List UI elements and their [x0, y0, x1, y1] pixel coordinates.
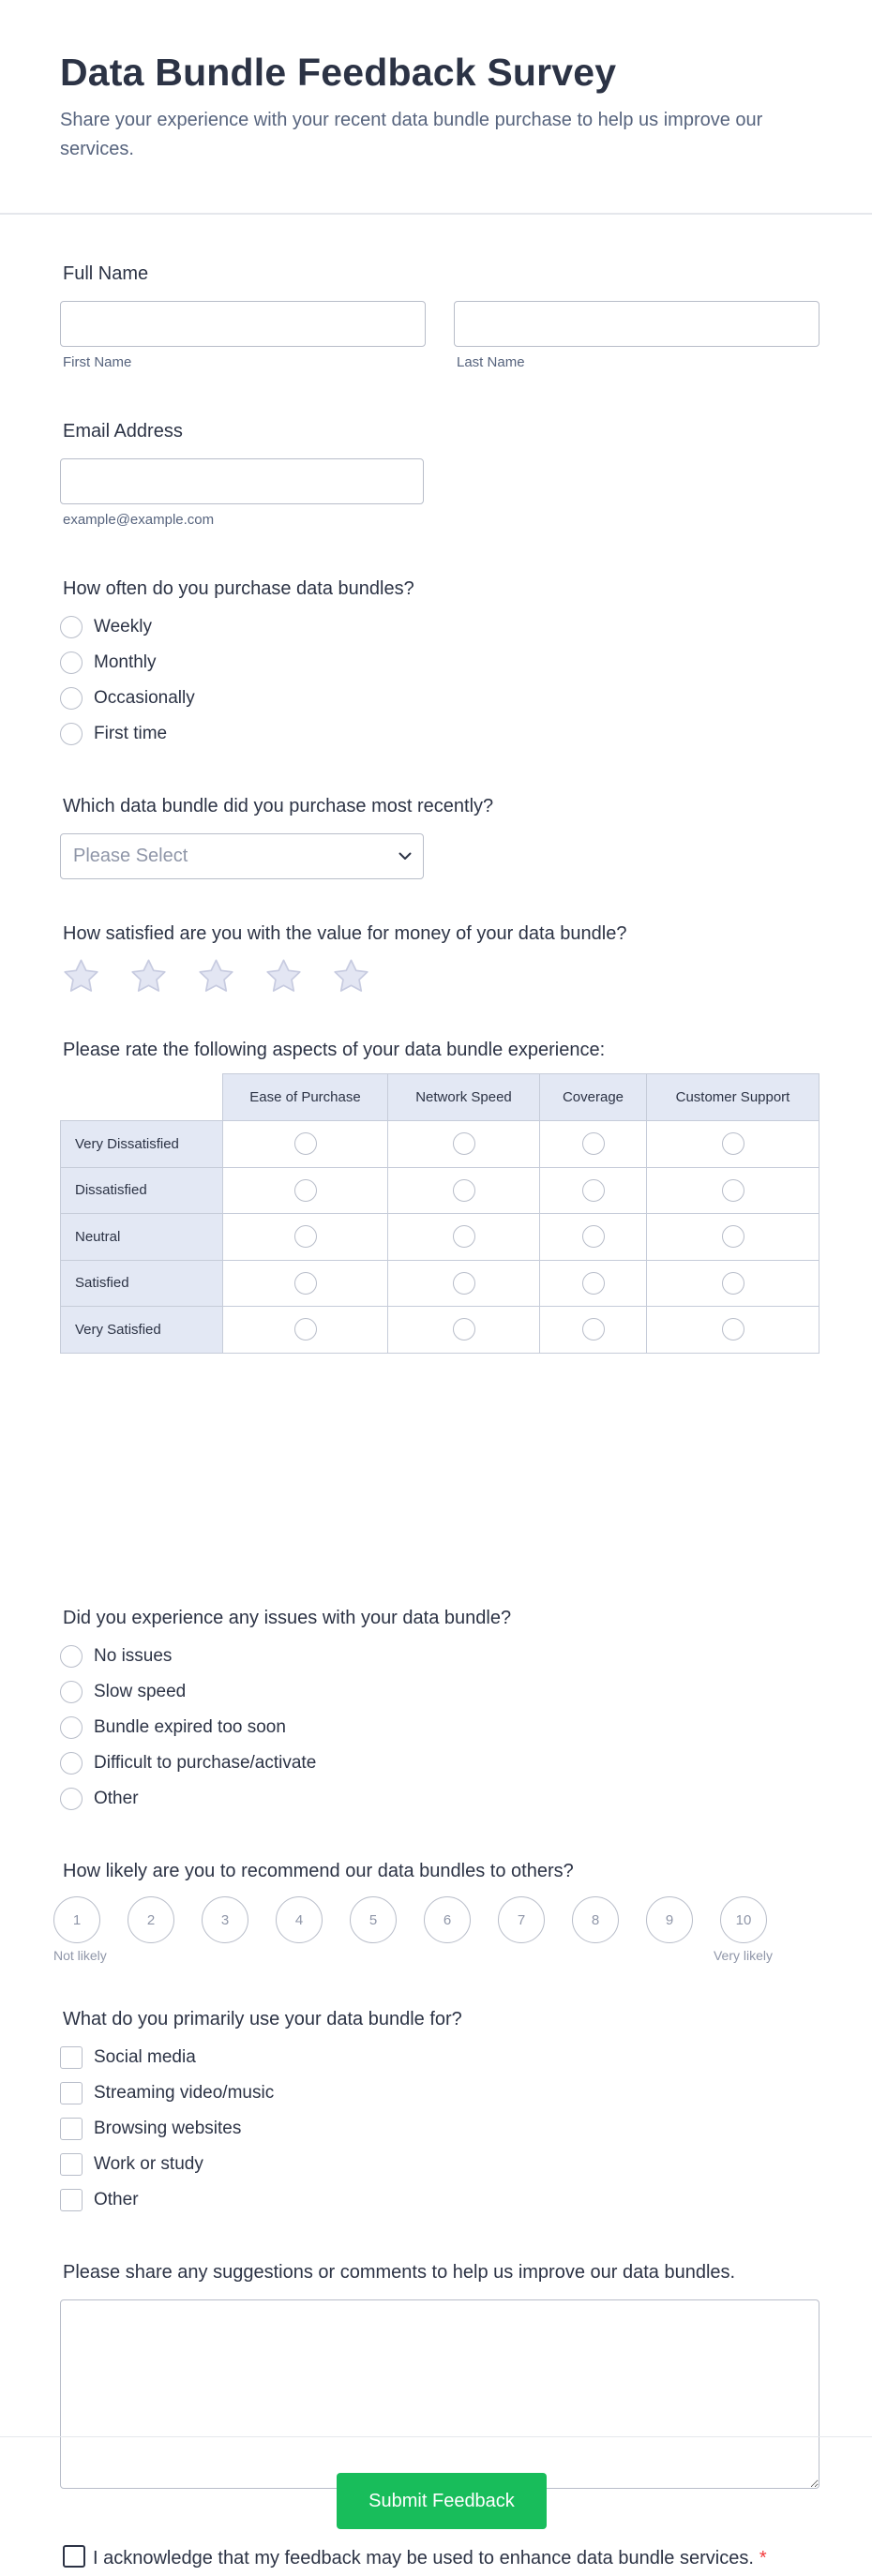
radio-button[interactable] [60, 616, 83, 638]
matrix-row [61, 1121, 819, 1168]
matrix-row-label: Neutral [61, 1214, 223, 1261]
frequency-label: How often do you purchase data bundles? [63, 578, 414, 599]
nps-scale-labels [53, 1948, 773, 1963]
matrix-radio[interactable] [582, 1225, 605, 1248]
last-name-input[interactable] [454, 301, 819, 347]
nps-option[interactable]: 2 [128, 1896, 174, 1943]
matrix-radio[interactable] [582, 1179, 605, 1202]
matrix-radio[interactable] [294, 1179, 317, 1202]
issues-option[interactable] [60, 1745, 819, 1781]
matrix-row-label: Very Dissatisfied [61, 1121, 223, 1168]
option-label: Monthly [94, 652, 157, 672]
matrix-radio[interactable] [453, 1318, 475, 1340]
email-label: Email Address [63, 421, 183, 442]
radio-button[interactable] [60, 1681, 83, 1703]
option-label: Bundle expired too soon [94, 1717, 286, 1737]
issues-label: Did you experience any issues with your data bundle? [63, 1608, 512, 1628]
matrix-radio[interactable] [294, 1318, 317, 1340]
full-name-label: Full Name [63, 263, 149, 284]
matrix-radio[interactable] [294, 1225, 317, 1248]
select-placeholder: Please Select [73, 846, 188, 866]
issues-option[interactable] [60, 1674, 819, 1710]
frequency-option[interactable] [60, 645, 819, 681]
matrix-radio[interactable] [722, 1225, 744, 1248]
radio-button[interactable] [60, 1788, 83, 1810]
matrix-row-label: Very Satisfied [61, 1307, 223, 1354]
checkbox[interactable] [60, 2118, 83, 2140]
usage-option[interactable] [60, 2075, 819, 2111]
page-subtitle: Share your experience with your recent data bundle purchase to help us improve our services. [60, 110, 763, 159]
option-label: Occasionally [94, 688, 195, 708]
value-rating-label: How satisfied are you with the value for money of your data bundle? [63, 923, 627, 944]
option-label: Weekly [94, 617, 152, 637]
matrix-radio[interactable] [582, 1272, 605, 1295]
star-icon[interactable] [197, 958, 235, 996]
nps-section [53, 1861, 819, 1963]
option-label: Social media [94, 2047, 196, 2067]
value-rating-section [60, 923, 819, 996]
first-name-input[interactable] [60, 301, 426, 347]
email-sublabel: example@example.com [63, 512, 215, 528]
nps-option[interactable]: 4 [276, 1896, 323, 1943]
matrix-radio[interactable] [722, 1132, 744, 1155]
nps-option[interactable]: 6 [424, 1896, 471, 1943]
matrix-column-header: Ease of Purchase [223, 1074, 388, 1121]
bundle-label: Which data bundle did you purchase most recently? [63, 796, 494, 816]
matrix-radio[interactable] [294, 1132, 317, 1155]
radio-button[interactable] [60, 1752, 83, 1775]
matrix-label: Please rate the following aspects of your data bundle experience: [63, 1040, 606, 1060]
form-footer [0, 2436, 872, 2576]
matrix-radio[interactable] [453, 1225, 475, 1248]
matrix-radio[interactable] [722, 1318, 744, 1340]
email-section [60, 421, 819, 528]
nps-scale [53, 1896, 819, 1943]
star-icon[interactable] [129, 958, 168, 996]
checkbox[interactable] [60, 2189, 83, 2211]
frequency-option[interactable] [60, 681, 819, 716]
matrix-radio[interactable] [582, 1132, 605, 1155]
nps-high-label: Very likely [713, 1948, 773, 1963]
matrix-section [60, 1040, 819, 1354]
radio-button[interactable] [60, 1716, 83, 1739]
matrix-column-header: Coverage [540, 1074, 647, 1121]
matrix-radio[interactable] [722, 1272, 744, 1295]
matrix-radio[interactable] [453, 1179, 475, 1202]
matrix-row [61, 1260, 819, 1307]
checkbox[interactable] [60, 2153, 83, 2176]
page-title: Data Bundle Feedback Survey [60, 51, 617, 94]
option-label: Other [94, 2190, 139, 2209]
matrix-radio[interactable] [722, 1179, 744, 1202]
matrix-corner [61, 1074, 223, 1121]
issues-options [60, 1639, 819, 1817]
star-icon[interactable] [62, 958, 100, 996]
matrix-row [61, 1307, 819, 1354]
usage-option[interactable] [60, 2111, 819, 2147]
radio-button[interactable] [60, 651, 83, 674]
issues-option[interactable] [60, 1710, 819, 1745]
option-label: First time [94, 724, 168, 743]
radio-button[interactable] [60, 1645, 83, 1668]
radio-button[interactable] [60, 687, 83, 710]
matrix-column-header: Network Speed [388, 1074, 540, 1121]
star-rating [62, 958, 819, 996]
matrix-row [61, 1214, 819, 1261]
usage-label: What do you primarily use your data bundle for? [63, 2009, 462, 2029]
issues-option[interactable] [60, 1781, 819, 1817]
issues-section [60, 1608, 819, 1817]
option-label: Other [94, 1789, 139, 1808]
last-name-sublabel: Last Name [457, 354, 525, 370]
matrix-row-label: Dissatisfied [61, 1167, 223, 1214]
matrix-radio[interactable] [453, 1132, 475, 1155]
usage-section [60, 2009, 819, 2218]
option-label: Work or study [94, 2154, 203, 2174]
frequency-option[interactable] [60, 716, 819, 752]
chevron-down-icon [398, 852, 412, 861]
full-name-section [60, 263, 819, 370]
option-label: Slow speed [94, 1682, 187, 1701]
usage-option[interactable] [60, 2147, 819, 2182]
issues-option[interactable] [60, 1639, 819, 1674]
usage-option[interactable] [60, 2040, 819, 2075]
bundle-select[interactable] [60, 833, 424, 879]
option-label: Streaming video/music [94, 2083, 275, 2103]
nps-option[interactable]: 8 [572, 1896, 619, 1943]
rating-matrix [60, 1073, 819, 1354]
nps-option[interactable]: 7 [498, 1896, 545, 1943]
matrix-radio[interactable] [294, 1272, 317, 1295]
email-field[interactable] [60, 458, 424, 504]
form-header [0, 0, 872, 215]
nps-option[interactable]: 9 [646, 1896, 693, 1943]
option-label: Browsing websites [94, 2119, 242, 2138]
matrix-radio[interactable] [453, 1272, 475, 1295]
frequency-options [60, 609, 819, 752]
nps-option[interactable]: 10 [720, 1896, 767, 1943]
nps-label: How likely are you to recommend our data bundles to others? [63, 1861, 574, 1881]
matrix-row-label: Satisfied [61, 1260, 223, 1307]
matrix-column-header: Customer Support [647, 1074, 819, 1121]
nps-option[interactable]: 5 [350, 1896, 397, 1943]
option-label: No issues [94, 1646, 173, 1666]
matrix-row [61, 1167, 819, 1214]
checkbox[interactable] [60, 2046, 83, 2069]
nps-low-label: Not likely [53, 1948, 107, 1963]
matrix-header-row [61, 1074, 819, 1121]
required-mark: * [759, 2548, 767, 2569]
submit-button[interactable]: Submit Feedback [337, 2473, 547, 2529]
frequency-option[interactable] [60, 609, 819, 645]
star-icon[interactable] [332, 958, 370, 996]
nps-option[interactable]: 3 [202, 1896, 248, 1943]
star-icon[interactable] [264, 958, 303, 996]
usage-options [60, 2040, 819, 2218]
comments-label: Please share any suggestions or comments to help us improve our data bundles. [63, 2262, 736, 2283]
bundle-section [60, 796, 819, 879]
option-label: Difficult to purchase/activate [94, 1753, 317, 1773]
first-name-sublabel: First Name [63, 354, 132, 370]
radio-button[interactable] [60, 723, 83, 745]
checkbox[interactable] [60, 2082, 83, 2104]
matrix-radio[interactable] [582, 1318, 605, 1340]
nps-option[interactable]: 1 [53, 1896, 100, 1943]
usage-option[interactable] [60, 2182, 819, 2218]
frequency-section [60, 578, 819, 752]
consent-text: I acknowledge that my feedback may be used to enhance data bundle services. [93, 2548, 754, 2569]
